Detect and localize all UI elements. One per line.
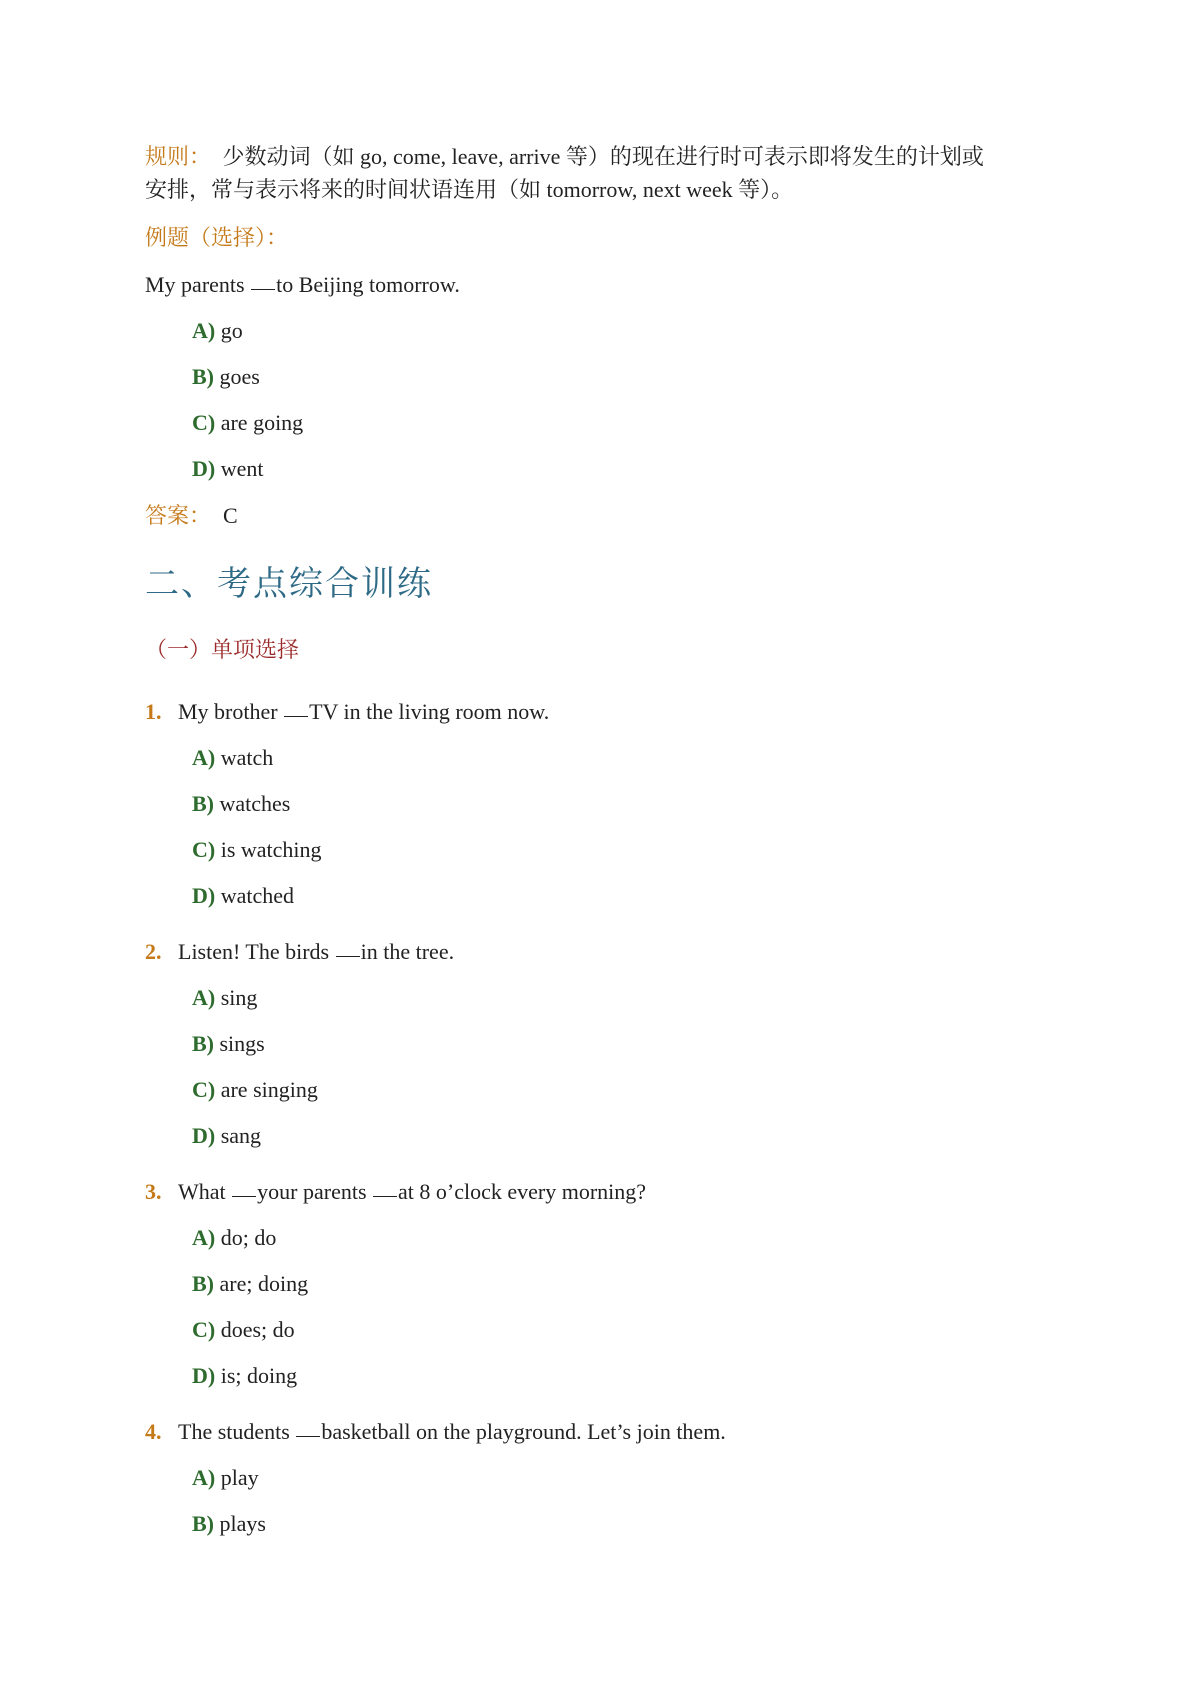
option-letter: A)	[192, 1465, 216, 1490]
option-letter: B)	[192, 1271, 214, 1296]
question-1-option-b	[192, 789, 290, 819]
answer-blank	[296, 1435, 320, 1437]
option-text: is watching	[220, 837, 322, 862]
subsection-title: （一）单项选择	[145, 637, 300, 662]
question-2-option-a	[192, 983, 257, 1013]
option-letter: D)	[192, 883, 216, 908]
question-text-part-2: your parents	[257, 1179, 373, 1204]
question-2	[145, 937, 454, 967]
example-heading: 例题（选择）：	[145, 225, 289, 250]
option-text: went	[220, 456, 264, 481]
rule-text-line-1: 少数动词（如 go, come, leave, arrive 等）的现在进行时可表示即将发生的计划或	[222, 144, 984, 169]
question-1-option-d	[192, 881, 294, 911]
option-text: are singing	[220, 1077, 318, 1102]
option-letter: C)	[192, 837, 216, 862]
question-text-part-1: Listen! The birds	[178, 939, 335, 964]
question-text-part-1: What	[178, 1179, 232, 1204]
question-3	[145, 1177, 646, 1207]
question-number: 3.	[145, 1179, 162, 1204]
option-text: go	[220, 318, 243, 343]
option-letter: A)	[192, 1225, 216, 1250]
question-3-option-c	[192, 1315, 295, 1345]
answer-blank	[373, 1195, 397, 1197]
question-4-option-a	[192, 1463, 259, 1493]
option-text: do; do	[220, 1225, 277, 1250]
question-2-option-b	[192, 1029, 265, 1059]
option-text: sings	[219, 1031, 265, 1056]
option-letter: C)	[192, 410, 216, 435]
example-question-part-2: to Beijing tomorrow.	[276, 272, 460, 297]
option-letter: B)	[192, 1031, 214, 1056]
option-letter: A)	[192, 745, 216, 770]
example-question	[145, 270, 1050, 300]
question-1-option-a	[192, 743, 273, 773]
option-text: sang	[220, 1123, 262, 1148]
answer-blank	[284, 715, 308, 717]
answer-blank	[232, 1195, 256, 1197]
question-text-part-3: at 8 o’clock every morning?	[398, 1179, 647, 1204]
rule-line-1	[145, 140, 1050, 173]
question-text-part-1: The students	[178, 1419, 296, 1444]
option-text: goes	[219, 364, 260, 389]
question-2-option-d	[192, 1121, 261, 1151]
question-text-part-1: My brother	[178, 699, 284, 724]
option-text: sing	[220, 985, 258, 1010]
answer-blank	[251, 288, 275, 290]
question-text-part-2: TV in the living room now.	[309, 699, 550, 724]
rule-paragraph	[145, 140, 1050, 206]
option-text: are; doing	[219, 1271, 309, 1296]
question-1-option-c	[192, 835, 322, 865]
answer-value: C	[223, 503, 238, 528]
option-letter: B)	[192, 1511, 214, 1536]
option-letter: C)	[192, 1077, 216, 1102]
option-letter: B)	[192, 364, 214, 389]
option-letter: D)	[192, 1123, 216, 1148]
question-number: 1.	[145, 699, 162, 724]
option-text: play	[220, 1465, 259, 1490]
question-3-option-b	[192, 1269, 308, 1299]
example-option-a	[192, 316, 243, 346]
example-option-c	[192, 408, 303, 438]
option-text: is; doing	[220, 1363, 298, 1388]
question-number: 2.	[145, 939, 162, 964]
answer-blank	[336, 955, 360, 957]
option-text: are going	[220, 410, 304, 435]
option-letter: D)	[192, 1363, 216, 1388]
example-option-b	[192, 362, 260, 392]
example-answer	[145, 501, 1050, 531]
option-letter: A)	[192, 985, 216, 1010]
question-4-option-b	[192, 1509, 266, 1539]
example-question-part-1: My parents	[145, 272, 251, 297]
option-text: watches	[219, 791, 291, 816]
question-4	[145, 1417, 726, 1447]
question-number: 4.	[145, 1419, 162, 1444]
option-text: watch	[220, 745, 274, 770]
question-3-option-a	[192, 1223, 276, 1253]
section-title: 二、考点综合训练	[145, 566, 433, 603]
rule-text-line-2: 安排，常与表示将来的时间状语连用（如 tomorrow, next week 等）。	[145, 177, 794, 202]
question-text-part-2: in the tree.	[360, 939, 455, 964]
option-text: plays	[219, 1511, 266, 1536]
option-letter: A)	[192, 318, 216, 343]
option-text: does; do	[220, 1317, 295, 1342]
option-letter: B)	[192, 791, 214, 816]
example-option-d	[192, 454, 263, 484]
question-3-option-d	[192, 1361, 297, 1391]
option-text: watched	[220, 883, 295, 908]
question-text-part-2: basketball on the playground. Let’s join them.	[321, 1419, 726, 1444]
rule-label: 规则：	[145, 144, 212, 169]
question-1	[145, 697, 549, 727]
answer-label: 答案：	[145, 503, 212, 528]
option-letter: D)	[192, 456, 216, 481]
question-2-option-c	[192, 1075, 318, 1105]
option-letter: C)	[192, 1317, 216, 1342]
